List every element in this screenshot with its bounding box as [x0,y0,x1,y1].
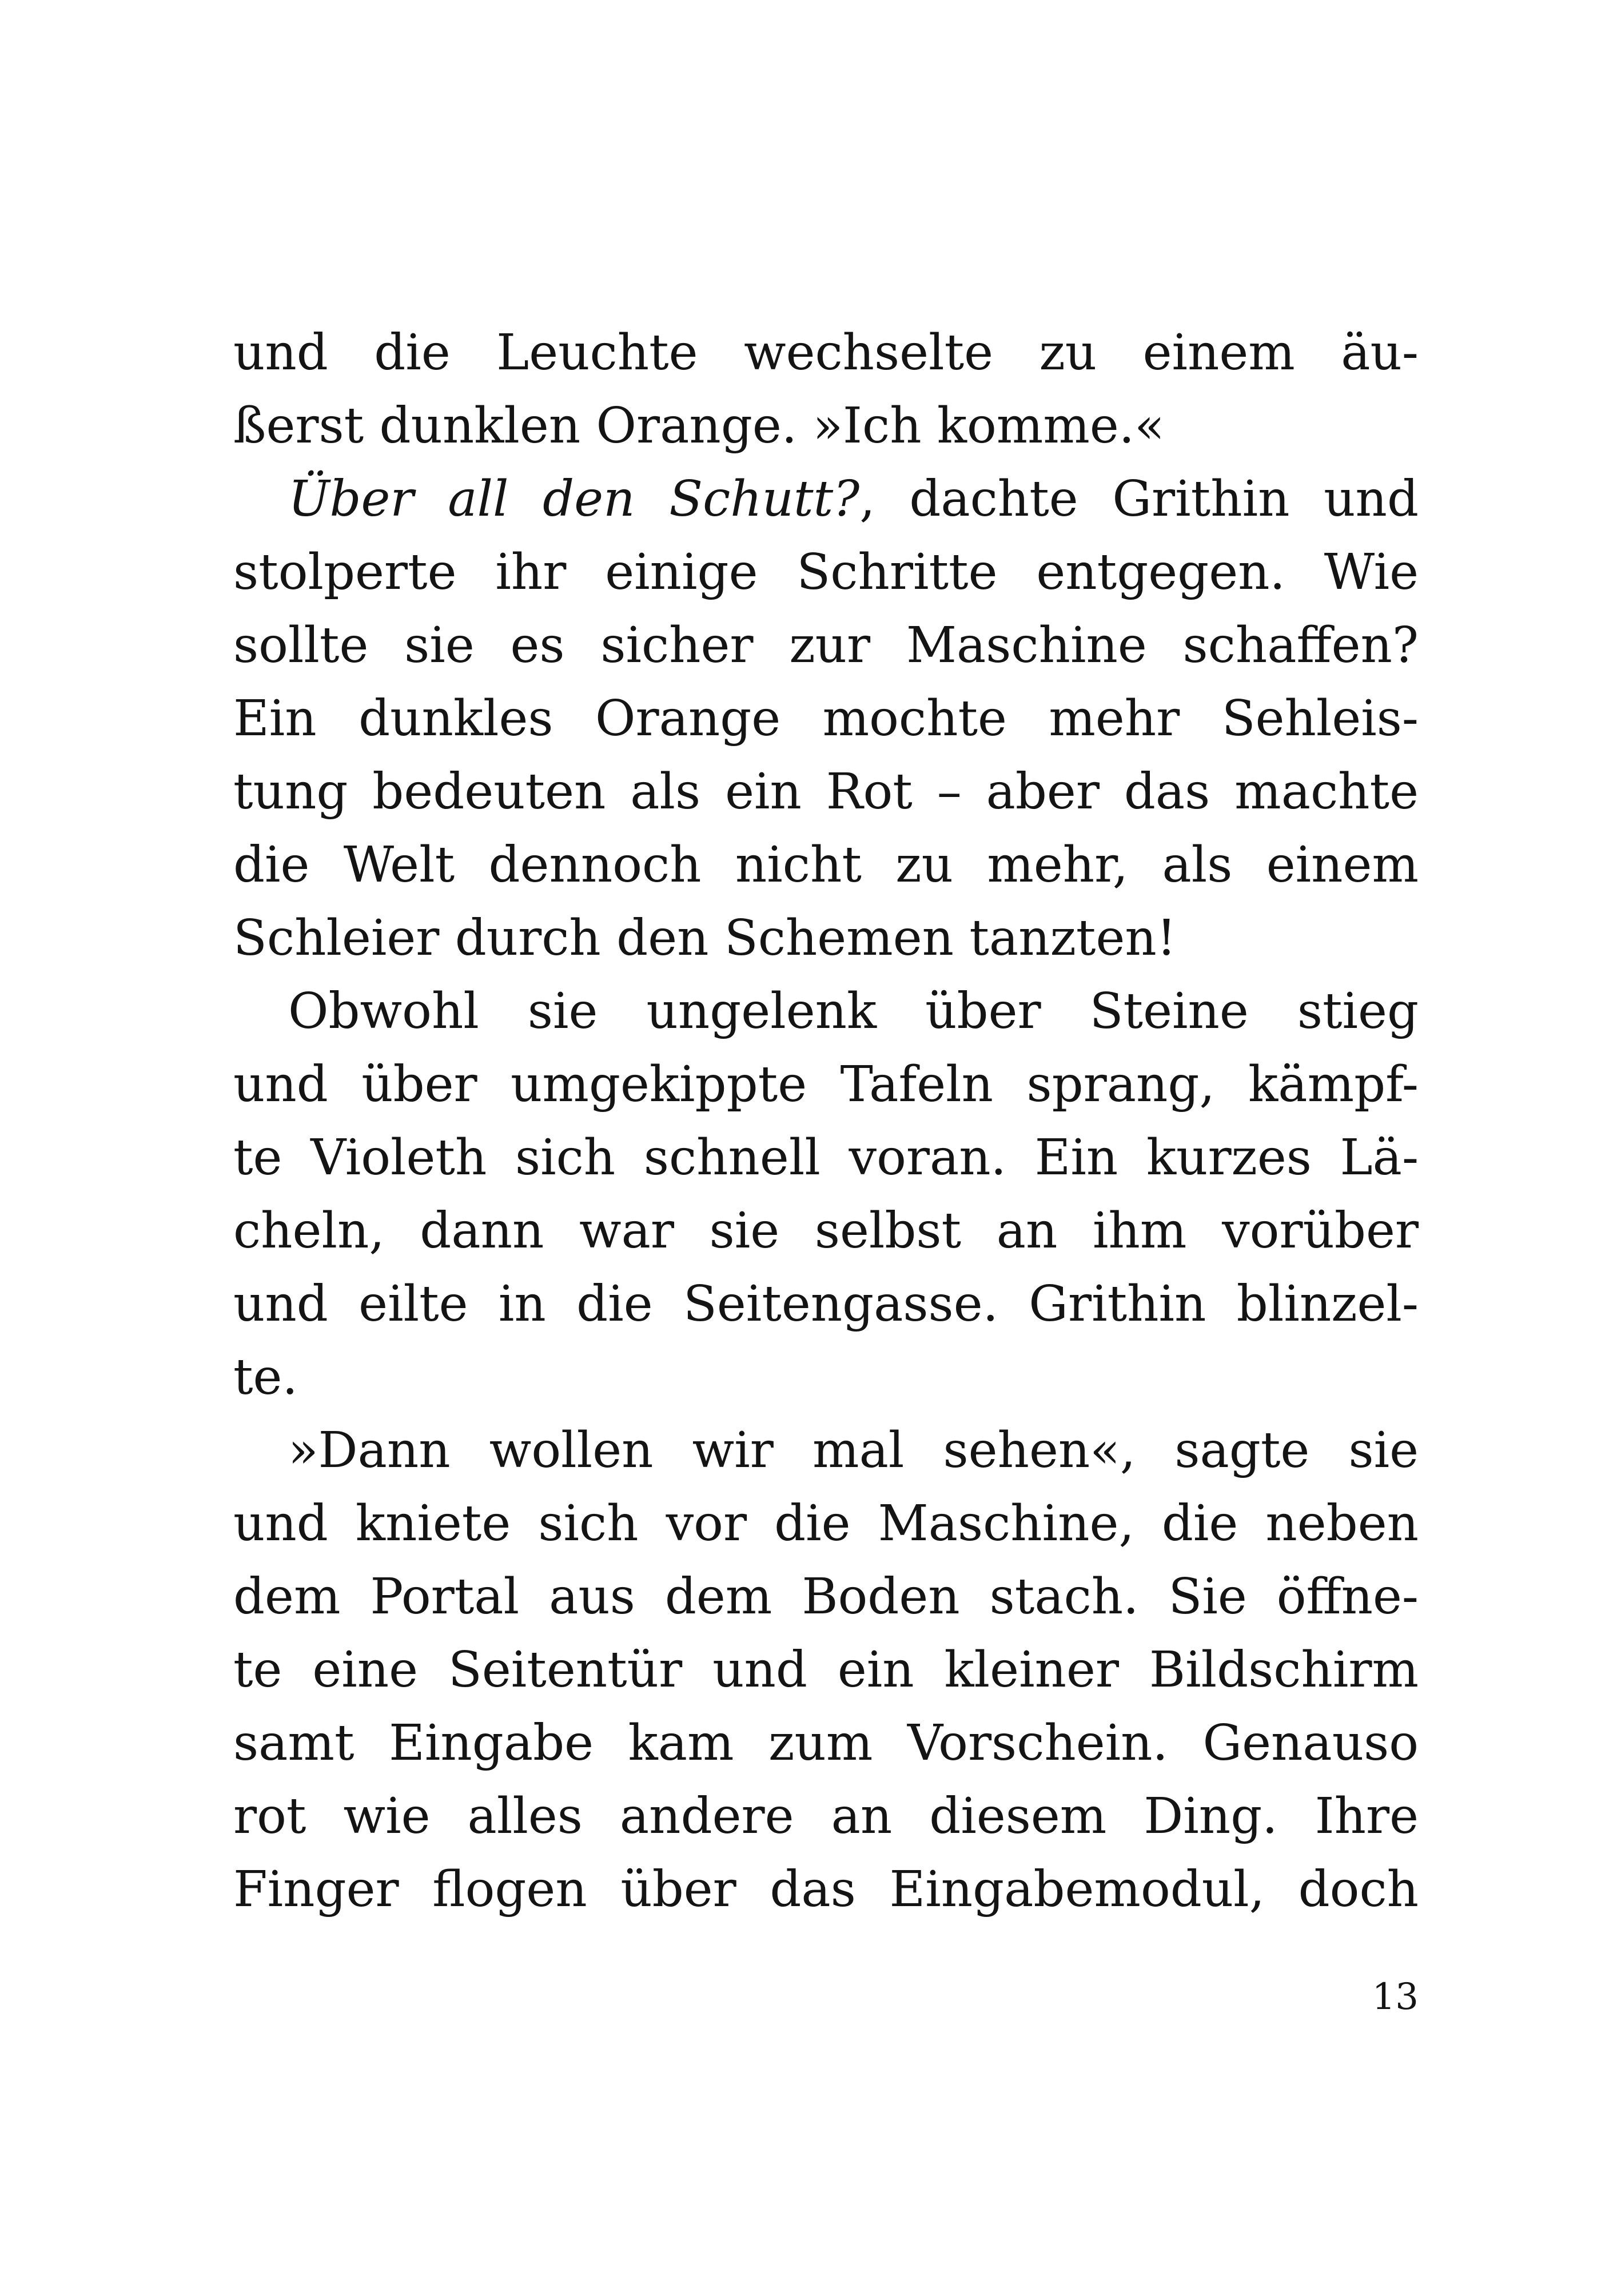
text-segment: cheln, dann war sie selbst an ihm vorüber [233,1202,1419,1259]
text-segment: die Welt dennoch nicht zu mehr, als einem [233,836,1419,894]
paragraph [233,316,1419,463]
text-segment: , dachte Grithin und [859,471,1419,528]
text-segment: ßerst dunklen Orange. »Ich komme.« [233,397,1165,455]
text-line [233,1267,1419,1341]
text-line [233,902,1419,975]
text-line [233,316,1419,389]
text-segment: Finger flogen über das Eingabemodul, doch [233,1861,1419,1918]
paragraph [233,1414,1419,1926]
text-segment: »Dann wollen wir mal sehen«, sagte sie [288,1422,1419,1479]
text-line [233,1560,1419,1633]
text-segment: und über umgekippte Tafeln sprang, kämpf- [233,1056,1419,1113]
page-number: 13 [1372,1976,1419,2018]
paragraph [233,463,1419,975]
text-line [233,975,1419,1048]
text-line [233,389,1419,463]
text-segment: te. [233,1349,298,1406]
text-segment: Schleier durch den Schemen tanzten! [233,910,1177,967]
paragraph [233,975,1419,1414]
text-segment: te Violeth sich schnell voran. Ein kurzes Lä- [233,1129,1419,1186]
text-segment: stolperte ihr einige Schritte entgegen. Wie [233,544,1419,601]
text-line [233,609,1419,682]
text-line [233,1048,1419,1121]
text-line [233,1414,1419,1487]
italic-text: Über all den Schutt? [288,471,860,528]
text-segment: dem Portal aus dem Boden stach. Sie öffne- [233,1568,1419,1625]
text-segment: und eilte in die Seitengasse. Grithin blinzel- [233,1275,1419,1333]
text-segment: sollte sie es sicher zur Maschine schaffen? [233,617,1419,674]
text-line [233,1341,1419,1414]
text-segment: te eine Seitentür und ein kleiner Bildschirm [233,1641,1419,1699]
text-line [233,1780,1419,1853]
text-line [233,1121,1419,1194]
text-line [233,1853,1419,1926]
text-line [233,463,1419,536]
text-line [233,682,1419,755]
text-line [233,536,1419,609]
text-segment: Obwohl sie ungelenk über Steine stieg [288,983,1419,1040]
text-segment: und kniete sich vor die Maschine, die neben [233,1495,1419,1552]
text-segment: samt Eingabe kam zum Vorschein. Genauso [233,1715,1419,1772]
text-line [233,1487,1419,1560]
text-line [233,828,1419,902]
text-segment: Ein dunkles Orange mochte mehr Sehleis- [233,690,1419,747]
text-line [233,755,1419,828]
text-line [233,1707,1419,1780]
text-line [233,1633,1419,1707]
text-segment: tung bedeuten als ein Rot – aber das machte [233,763,1419,820]
text-segment: rot wie alles andere an diesem Ding. Ihre [233,1788,1419,1845]
text-line [233,1194,1419,1267]
body-text [233,316,1419,1926]
text-segment: und die Leuchte wechselte zu einem äu- [233,324,1419,381]
